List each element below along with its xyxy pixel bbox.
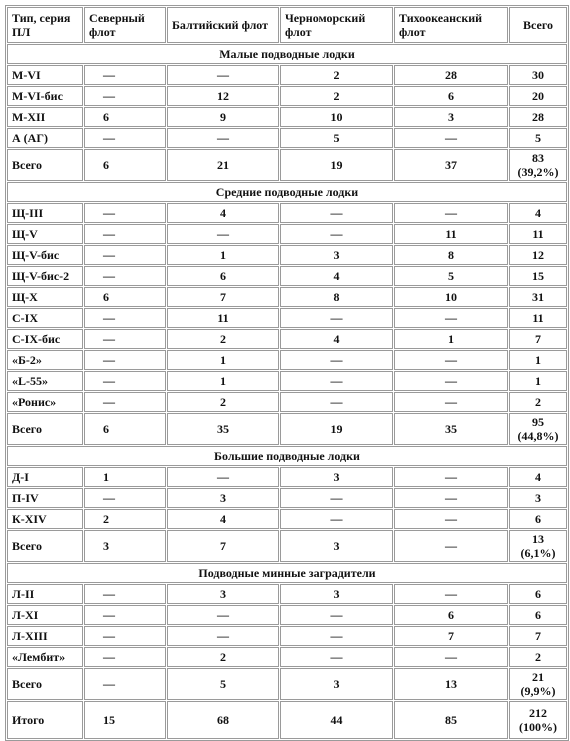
header-type: Тип, серия ПЛ	[7, 7, 83, 43]
cell-pacific: 85	[394, 701, 508, 739]
table-row	[7, 128, 567, 148]
cell-total: 1	[509, 350, 567, 370]
cell-total: 212 (100%)	[509, 701, 567, 739]
cell-pacific: 13	[394, 668, 508, 700]
cell-black-sea: 3	[280, 668, 393, 700]
cell-type: С-IX	[7, 308, 83, 328]
cell-black-sea: 44	[280, 701, 393, 739]
cell-total: 11	[509, 224, 567, 244]
cell-northern: 15	[84, 701, 166, 739]
cell-type: Щ-V	[7, 224, 83, 244]
cell-black-sea: 8	[280, 287, 393, 307]
cell-baltic: 21	[167, 149, 279, 181]
cell-type: М-XII	[7, 107, 83, 127]
cell-baltic: —	[167, 65, 279, 85]
cell-total: 11	[509, 308, 567, 328]
cell-total: 6	[509, 509, 567, 529]
cell-baltic: 1	[167, 245, 279, 265]
cell-northern: —	[84, 308, 166, 328]
cell-total: 13 (6,1%)	[509, 530, 567, 562]
cell-type: Итого	[7, 701, 83, 739]
cell-pacific: —	[394, 509, 508, 529]
cell-pacific: 37	[394, 149, 508, 181]
cell-baltic: 9	[167, 107, 279, 127]
cell-northern: 3	[84, 530, 166, 562]
table-row	[7, 647, 567, 667]
cell-pacific: 7	[394, 626, 508, 646]
cell-northern: —	[84, 605, 166, 625]
cell-black-sea: 2	[280, 65, 393, 85]
cell-total: 83 (39,2%)	[509, 149, 567, 181]
cell-baltic: 7	[167, 530, 279, 562]
cell-baltic: —	[167, 626, 279, 646]
cell-black-sea: —	[280, 224, 393, 244]
cell-type: «Ронис»	[7, 392, 83, 412]
cell-pacific: 10	[394, 287, 508, 307]
cell-black-sea: 10	[280, 107, 393, 127]
cell-northern: —	[84, 668, 166, 700]
cell-baltic: 3	[167, 488, 279, 508]
cell-black-sea: —	[280, 392, 393, 412]
cell-pacific: 1	[394, 329, 508, 349]
cell-total: 6	[509, 584, 567, 604]
subtotal-row	[7, 149, 567, 181]
cell-northern: —	[84, 584, 166, 604]
subtotal-row	[7, 530, 567, 562]
cell-type: Д-I	[7, 467, 83, 487]
cell-black-sea: 3	[280, 467, 393, 487]
cell-northern: —	[84, 86, 166, 106]
cell-type: Щ-V-бис	[7, 245, 83, 265]
cell-black-sea: 5	[280, 128, 393, 148]
cell-type: Всего	[7, 413, 83, 445]
header-black-sea: Черноморский флот	[280, 7, 393, 43]
header-total: Всего	[509, 7, 567, 43]
section-row	[7, 563, 567, 583]
cell-pacific: —	[394, 467, 508, 487]
table-row	[7, 488, 567, 508]
header-baltic: Балтийский флот	[167, 7, 279, 43]
cell-type: М-VI	[7, 65, 83, 85]
cell-black-sea: 3	[280, 584, 393, 604]
cell-total: 4	[509, 467, 567, 487]
section-title: Средние подводные лодки	[7, 182, 567, 202]
cell-type: А (АГ)	[7, 128, 83, 148]
cell-northern: —	[84, 245, 166, 265]
cell-pacific: 8	[394, 245, 508, 265]
section-title: Подводные минные заградители	[7, 563, 567, 583]
header-northern: Северный флот	[84, 7, 166, 43]
cell-black-sea: —	[280, 488, 393, 508]
cell-type: Щ-III	[7, 203, 83, 223]
cell-total: 30	[509, 65, 567, 85]
table-row	[7, 224, 567, 244]
cell-northern: —	[84, 128, 166, 148]
table-row	[7, 584, 567, 604]
cell-northern: —	[84, 488, 166, 508]
cell-type: «Б-2»	[7, 350, 83, 370]
cell-baltic: 68	[167, 701, 279, 739]
cell-pacific: 11	[394, 224, 508, 244]
cell-type: «Лембит»	[7, 647, 83, 667]
cell-baltic: 1	[167, 371, 279, 391]
cell-northern: 6	[84, 107, 166, 127]
cell-northern: —	[84, 329, 166, 349]
cell-northern: —	[84, 65, 166, 85]
table-row	[7, 626, 567, 646]
table-row	[7, 86, 567, 106]
section-title: Большие подводные лодки	[7, 446, 567, 466]
cell-pacific: 28	[394, 65, 508, 85]
cell-total: 7	[509, 626, 567, 646]
cell-total: 15	[509, 266, 567, 286]
table-row	[7, 266, 567, 286]
cell-pacific: 5	[394, 266, 508, 286]
cell-type: С-IX-бис	[7, 329, 83, 349]
cell-black-sea: —	[280, 605, 393, 625]
cell-pacific: —	[394, 203, 508, 223]
cell-black-sea: —	[280, 308, 393, 328]
cell-total: 28	[509, 107, 567, 127]
cell-black-sea: —	[280, 203, 393, 223]
section-row	[7, 446, 567, 466]
cell-type: Всего	[7, 530, 83, 562]
cell-black-sea: 19	[280, 149, 393, 181]
cell-northern: —	[84, 392, 166, 412]
cell-total: 12	[509, 245, 567, 265]
cell-pacific: 6	[394, 86, 508, 106]
cell-northern: —	[84, 350, 166, 370]
cell-black-sea: —	[280, 371, 393, 391]
cell-pacific: 6	[394, 605, 508, 625]
cell-black-sea: 2	[280, 86, 393, 106]
cell-total: 31	[509, 287, 567, 307]
table-row	[7, 371, 567, 391]
cell-pacific: —	[394, 584, 508, 604]
cell-type: Л-XIII	[7, 626, 83, 646]
cell-baltic: 6	[167, 266, 279, 286]
cell-northern: 6	[84, 413, 166, 445]
cell-northern: 6	[84, 287, 166, 307]
grand-total-row	[7, 701, 567, 739]
cell-total: 5	[509, 128, 567, 148]
cell-total: 6	[509, 605, 567, 625]
cell-pacific: —	[394, 647, 508, 667]
cell-northern: 1	[84, 467, 166, 487]
cell-northern: —	[84, 626, 166, 646]
cell-baltic: 2	[167, 392, 279, 412]
table-row	[7, 287, 567, 307]
table-row	[7, 203, 567, 223]
cell-pacific: —	[394, 371, 508, 391]
table-row	[7, 467, 567, 487]
cell-northern: —	[84, 266, 166, 286]
cell-type: П-IV	[7, 488, 83, 508]
subtotal-row	[7, 413, 567, 445]
cell-black-sea: 3	[280, 245, 393, 265]
cell-black-sea: —	[280, 626, 393, 646]
cell-baltic: 2	[167, 329, 279, 349]
cell-baltic: 11	[167, 308, 279, 328]
table-row	[7, 329, 567, 349]
table-row	[7, 308, 567, 328]
cell-total: 2	[509, 392, 567, 412]
table-row	[7, 605, 567, 625]
cell-baltic: 12	[167, 86, 279, 106]
table-row	[7, 509, 567, 529]
cell-type: Всего	[7, 668, 83, 700]
cell-type: Л-XI	[7, 605, 83, 625]
table-row	[7, 107, 567, 127]
cell-total: 1	[509, 371, 567, 391]
cell-baltic: —	[167, 605, 279, 625]
cell-total: 7	[509, 329, 567, 349]
header-row	[7, 7, 567, 43]
table-row	[7, 245, 567, 265]
cell-black-sea: 3	[280, 530, 393, 562]
cell-black-sea: —	[280, 647, 393, 667]
cell-baltic: —	[167, 128, 279, 148]
cell-pacific: 3	[394, 107, 508, 127]
cell-pacific: —	[394, 488, 508, 508]
cell-type: М-VI-бис	[7, 86, 83, 106]
cell-total: 3	[509, 488, 567, 508]
cell-total: 2	[509, 647, 567, 667]
cell-northern: —	[84, 647, 166, 667]
cell-total: 20	[509, 86, 567, 106]
cell-baltic: —	[167, 467, 279, 487]
cell-pacific: —	[394, 350, 508, 370]
cell-type: Всего	[7, 149, 83, 181]
cell-black-sea: —	[280, 350, 393, 370]
cell-northern: —	[84, 224, 166, 244]
cell-black-sea: 4	[280, 266, 393, 286]
section-row	[7, 182, 567, 202]
cell-black-sea: 19	[280, 413, 393, 445]
cell-black-sea: 4	[280, 329, 393, 349]
table-row	[7, 350, 567, 370]
cell-pacific: —	[394, 128, 508, 148]
cell-northern: 2	[84, 509, 166, 529]
cell-baltic: 5	[167, 668, 279, 700]
cell-northern: 6	[84, 149, 166, 181]
table-row	[7, 65, 567, 85]
cell-total: 21 (9,9%)	[509, 668, 567, 700]
cell-pacific: 35	[394, 413, 508, 445]
header-pacific: Тихоокеанский флот	[394, 7, 508, 43]
cell-baltic: —	[167, 224, 279, 244]
cell-northern: —	[84, 371, 166, 391]
cell-baltic: 2	[167, 647, 279, 667]
table-row	[7, 392, 567, 412]
table-body	[7, 7, 567, 739]
cell-type: «L-55»	[7, 371, 83, 391]
cell-baltic: 1	[167, 350, 279, 370]
cell-type: К-XIV	[7, 509, 83, 529]
cell-pacific: —	[394, 530, 508, 562]
section-title: Малые подводные лодки	[7, 44, 567, 64]
cell-baltic: 7	[167, 287, 279, 307]
section-row	[7, 44, 567, 64]
cell-pacific: —	[394, 308, 508, 328]
cell-total: 4	[509, 203, 567, 223]
cell-baltic: 4	[167, 203, 279, 223]
cell-baltic: 3	[167, 584, 279, 604]
cell-northern: —	[84, 203, 166, 223]
cell-baltic: 35	[167, 413, 279, 445]
cell-baltic: 4	[167, 509, 279, 529]
cell-pacific: —	[394, 392, 508, 412]
cell-total: 95 (44,8%)	[509, 413, 567, 445]
cell-type: Щ-V-бис-2	[7, 266, 83, 286]
cell-type: Щ-X	[7, 287, 83, 307]
cell-type: Л-II	[7, 584, 83, 604]
submarine-table	[5, 5, 569, 741]
cell-black-sea: —	[280, 509, 393, 529]
subtotal-row	[7, 668, 567, 700]
